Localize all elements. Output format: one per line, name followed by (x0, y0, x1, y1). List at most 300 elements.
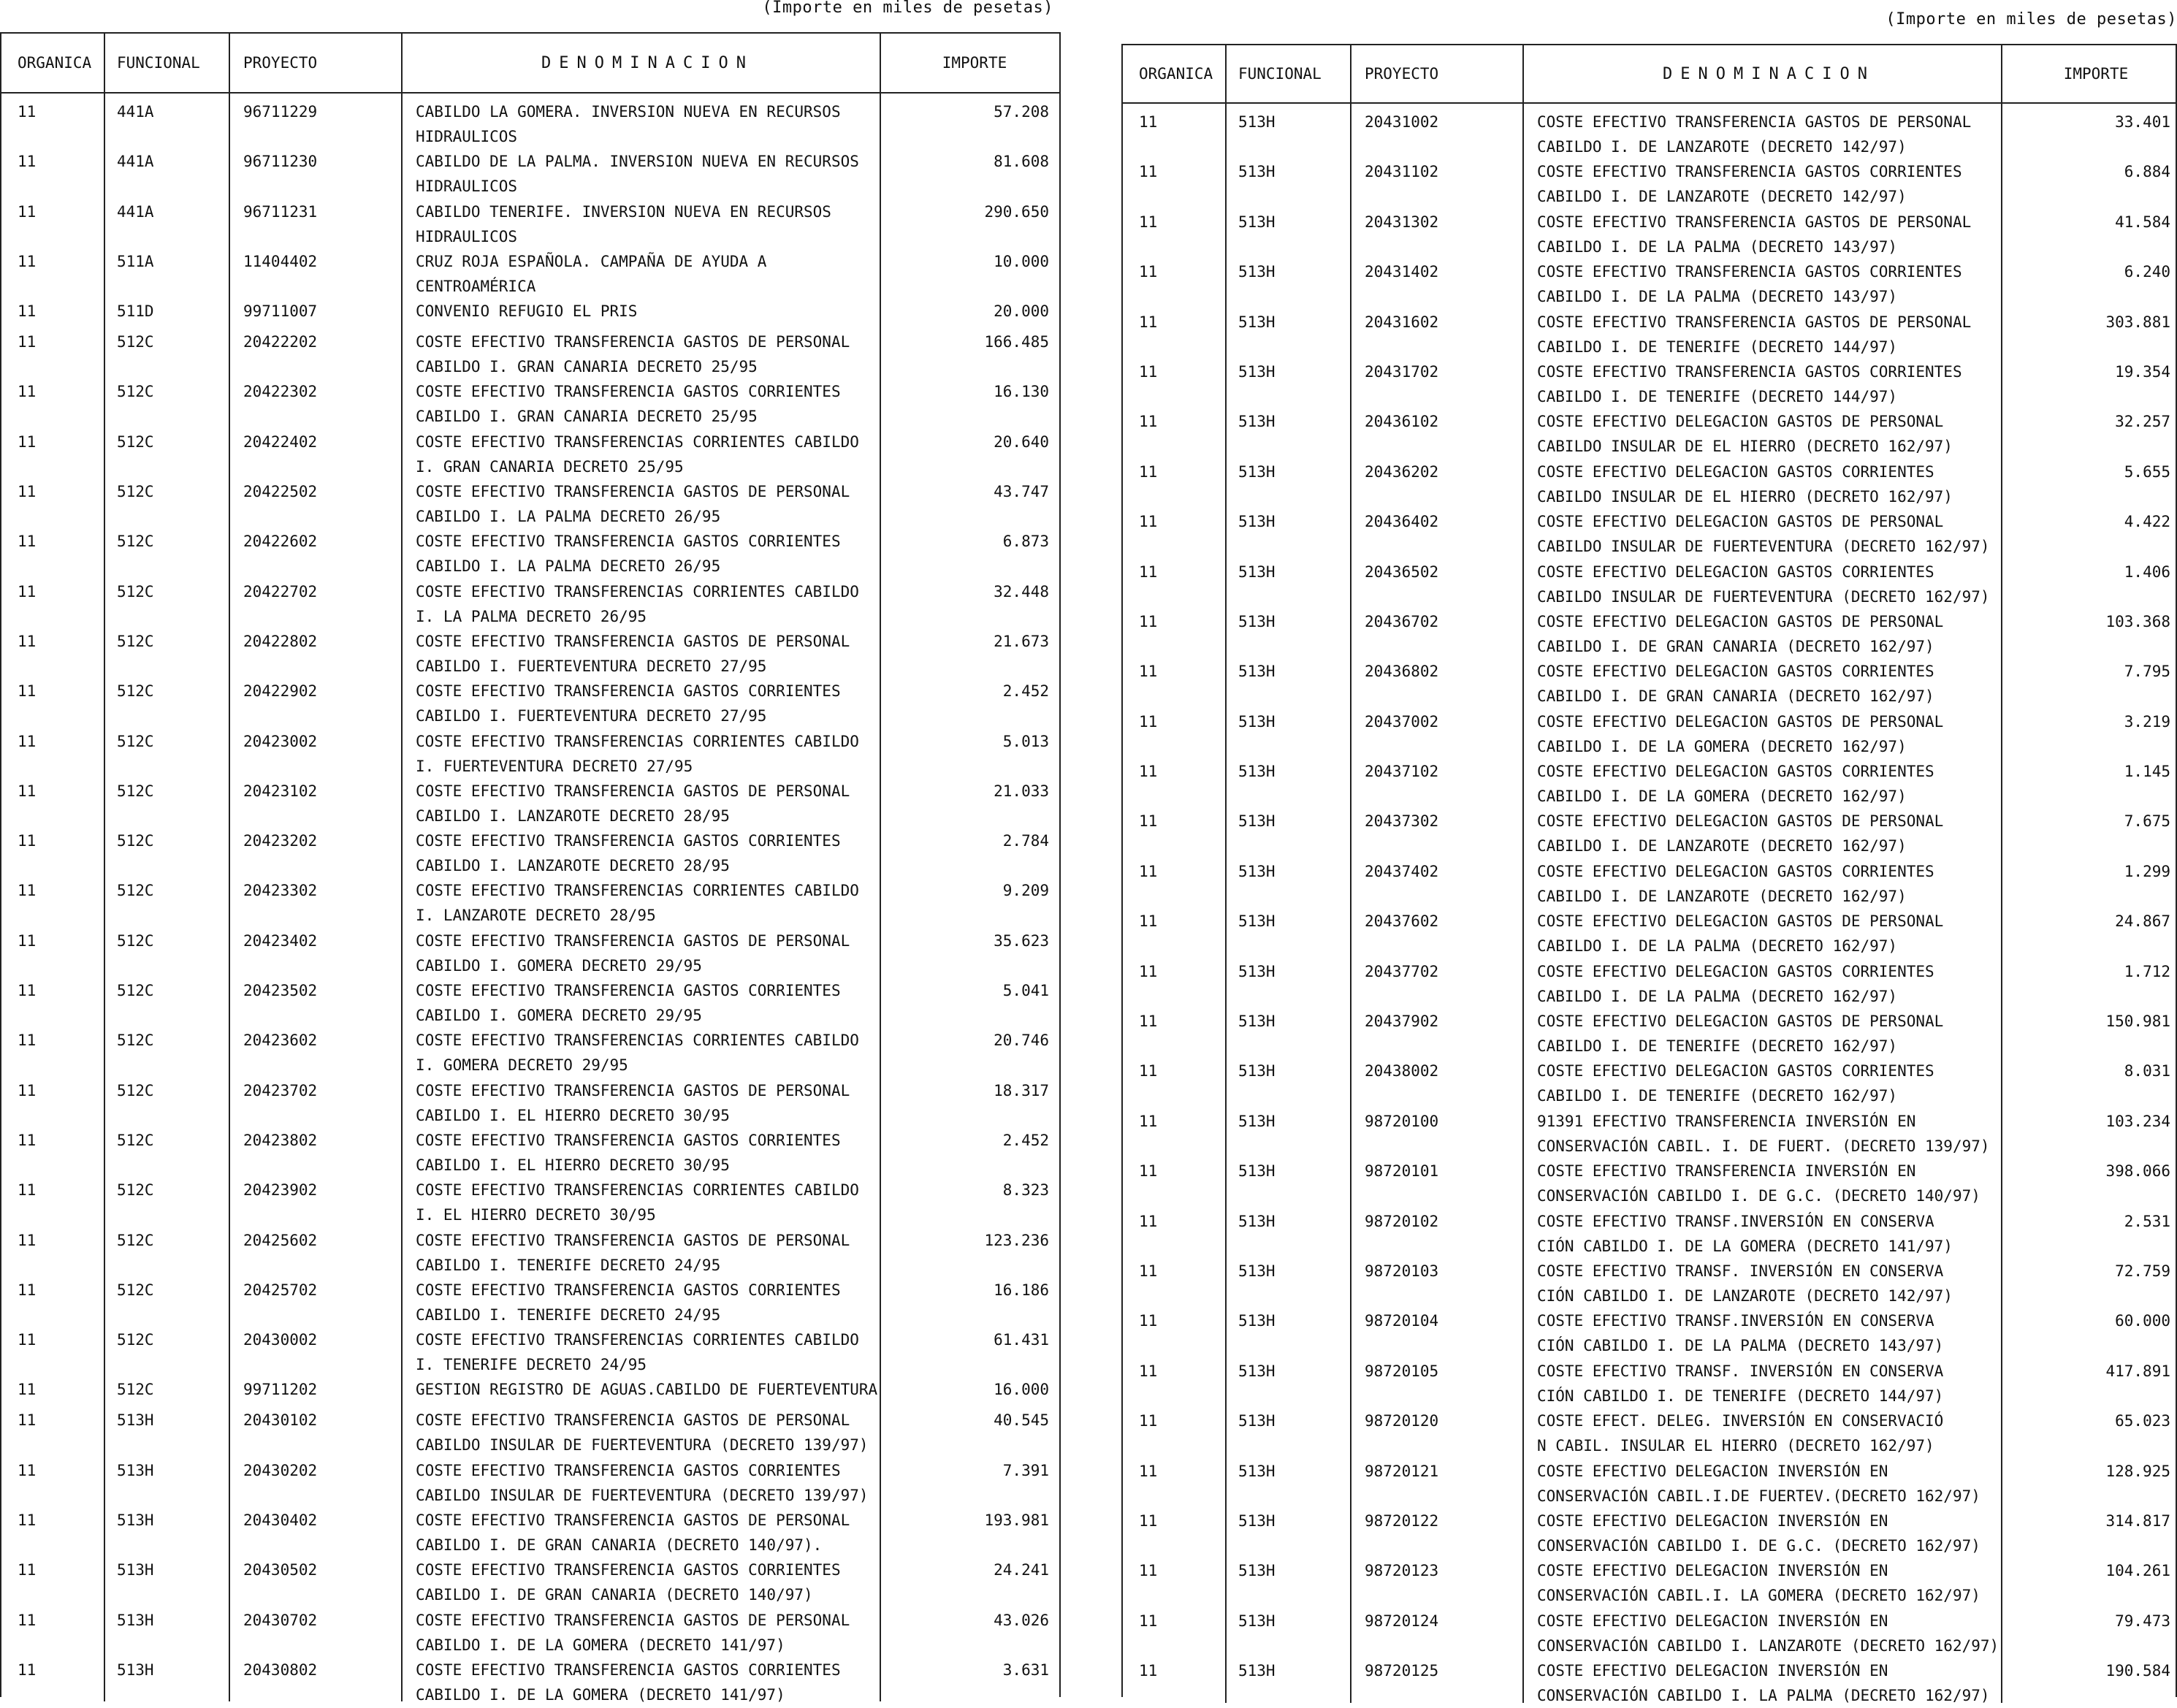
importe-cell: 103.368 (2001, 603, 2177, 653)
funcional-cell: 513H (1225, 304, 1350, 354)
organica-cell: 11 (1139, 912, 1158, 931)
importe-cell: 303.881 (2001, 304, 2177, 354)
table-row (1, 1322, 1059, 1374)
table-row (1123, 603, 2176, 653)
denominacion-cell: COSTE EFECTIVO DELEGACION GASTOS DE PERSONAL CABILDO I. DE LA PALMA (DECRETO 162/97) (1522, 903, 2001, 953)
denominacion-cell: COSTE EFECTIVO TRANSFERENCIA GASTOS DE PERSONAL CABILDO I. DE LANZAROTE (DECRETO 142/97) (1522, 104, 2001, 153)
table-row (1, 1022, 1059, 1075)
table-row (1123, 903, 2176, 956)
denominacion-cell: COSTE EFECTIVO TRANSFERENCIAS CORRIENTES CABILDO I. LANZAROTE DECRETO 28/95 (401, 872, 880, 922)
organica-cell: 11 (18, 1181, 37, 1200)
denominacion-cell: COSTE EFECTIVO DELEGACION INVERSIÓN EN CONSERVACIÓN CABILDO I. LA PALMA (DECRETO 162/97) (1522, 1652, 2001, 1702)
proyecto-cell: 20423302 (229, 872, 401, 922)
proyecto-cell: 98720100 (1350, 1103, 1522, 1153)
funcional-cell: 512C (104, 1322, 229, 1371)
denominacion-cell: COSTE EFECTIVO TRANSFERENCIA GASTOS DE PERSONAL CABILDO I. DE LA PALMA (DECRETO 143/97) (1522, 204, 2001, 253)
proyecto-cell: 98720125 (1350, 1652, 1522, 1702)
importe-cell: 1.712 (2001, 953, 2177, 1003)
funcional-cell: 513H (1225, 1652, 1350, 1702)
organica-cell: 11 (18, 1661, 37, 1679)
proyecto-cell: 96711229 (229, 94, 401, 143)
funcional-cell: 513H (1225, 204, 1350, 253)
importe-cell: 32.448 (880, 573, 1059, 623)
organica-cell: 11 (1139, 462, 1158, 481)
denominacion-cell: COSTE EFECTIVO TRANSFERENCIA GASTOS DE PERSONAL CABILDO I. TENERIFE DECRETO 24/95 (401, 1222, 880, 1272)
table-row (1, 94, 1059, 143)
table-row (1, 1652, 1059, 1704)
funcional-cell: 513H (1225, 1153, 1350, 1202)
denominacion-cell: CABILDO LA GOMERA. INVERSION NUEVA EN RECURSOS HIDRAULICOS (401, 94, 880, 143)
denominacion-cell: COSTE EFECTIVO TRANSF. INVERSIÓN EN CONSERVA CIÓN CABILDO I. DE LANZAROTE (DECRETO 142/97) (1522, 1253, 2001, 1303)
denominacion-cell: COSTE EFECTIVO TRANSFERENCIA GASTOS CORRIENTES CABILDO I. FUERTEVENTURA DECRETO 27/95 (401, 673, 880, 723)
importe-cell: 128.925 (2001, 1453, 2177, 1503)
organica-cell: 11 (1139, 362, 1158, 381)
proyecto-cell: 20422702 (229, 573, 401, 623)
denominacion-cell: COSTE EFECTIVO DELEGACION GASTOS DE PERSONAL CABILDO INSULAR DE FUERTEVENTURA (DECRETO 162/97) (1522, 503, 2001, 553)
table-row (1123, 354, 2176, 403)
proyecto-cell: 20438002 (1350, 1053, 1522, 1102)
denominacion-cell: COSTE EFECTIVO TRANSF.INVERSIÓN EN CONSERVA CIÓN CABILDO I. DE LA GOMERA (DECRETO 141/97) (1522, 1203, 2001, 1253)
table-row (1, 194, 1059, 243)
proyecto-cell: 99711202 (229, 1371, 401, 1402)
funcional-cell: 512C (104, 473, 229, 523)
importe-cell: 150.981 (2001, 1003, 2177, 1053)
denominacion-cell: COSTE EFECTIVO TRANSFERENCIA GASTOS CORRIENTES CABILDO I. LA PALMA DECRETO 26/95 (401, 523, 880, 573)
importe-cell: 6.240 (2001, 253, 2177, 303)
funcional-cell: 512C (104, 723, 229, 773)
denominacion-cell: COSTE EFECTIVO DELEGACION GASTOS CORRIENTES CABILDO I. DE TENERIFE (DECRETO 162/97) (1522, 1053, 2001, 1102)
funcional-cell: 512C (104, 1172, 229, 1221)
funcional-cell: 513H (1225, 153, 1350, 203)
funcional-cell: 513H (1225, 1552, 1350, 1602)
importe-cell: 57.208 (880, 94, 1059, 143)
organica-cell: 11 (18, 582, 37, 601)
funcional-cell: 512C (104, 773, 229, 823)
denominacion-cell: COSTE EFECTIVO TRANSFERENCIA GASTOS CORRIENTES CABILDO I. GRAN CANARIA DECRETO 25/95 (401, 373, 880, 423)
proyecto-cell: 20431102 (1350, 153, 1522, 203)
table-row (1123, 1103, 2176, 1153)
funcional-cell: 441A (104, 143, 229, 193)
denominacion-cell: COSTE EFECTIVO TRANSFERENCIA GASTOS CORRIENTES CABILDO I. DE TENERIFE (DECRETO 144/97) (1522, 354, 2001, 403)
proyecto-cell: 20430802 (229, 1652, 401, 1701)
denominacion-cell: COSTE EFECTIVO DELEGACION INVERSIÓN EN CONSERVACIÓN CABILDO I. DE G.C. (DECRETO 162/97) (1522, 1503, 2001, 1552)
denominacion-cell: COSTE EFECTIVO TRANSFERENCIA GASTOS DE PERSONAL CABILDO I. FUERTEVENTURA DECRETO 27/95 (401, 623, 880, 673)
proyecto-cell: 20423802 (229, 1122, 401, 1172)
denominacion-cell: CABILDO TENERIFE. INVERSION NUEVA EN RECURSOS HIDRAULICOS (401, 194, 880, 243)
denominacion-cell: COSTE EFECTIVO DELEGACION GASTOS CORRIENTES CABILDO I. DE LA GOMERA (DECRETO 162/97) (1522, 753, 2001, 803)
organica-cell: 11 (18, 1281, 37, 1299)
organica-cell: 11 (18, 1411, 37, 1430)
funcional-cell: 513H (1225, 853, 1350, 903)
denominacion-cell: COSTE EFECTIVO DELEGACION GASTOS CORRIENTES CABILDO I. DE LA PALMA (DECRETO 162/97) (1522, 953, 2001, 1003)
table-row (1123, 1153, 2176, 1205)
importe-cell: 20.746 (880, 1022, 1059, 1072)
denominacion-cell: COSTE EFECTIVO DELEGACION INVERSIÓN EN CONSERVACIÓN CABILDO I. LANZAROTE (DECRETO 162/97) (1522, 1603, 2001, 1652)
funcional-cell: 513H (1225, 1103, 1350, 1153)
denominacion-cell: COSTE EFECTIVO TRANSFERENCIAS CORRIENTES CABILDO I. EL HIERRO DECRETO 30/95 (401, 1172, 880, 1221)
importe-cell: 9.209 (880, 872, 1059, 922)
proyecto-cell: 20436802 (1350, 653, 1522, 703)
table-row (1123, 1603, 2176, 1655)
importe-cell: 103.234 (2001, 1103, 2177, 1153)
funcional-cell: 513H (1225, 704, 1350, 753)
importe-cell: 3.219 (2001, 704, 2177, 753)
funcional-cell: 513H (1225, 803, 1350, 853)
funcional-cell: 513H (1225, 1203, 1350, 1253)
organica-cell: 11 (1139, 1312, 1158, 1330)
funcional-cell: 512C (104, 623, 229, 673)
denominacion-cell: COSTE EFECTIVO DELEGACION GASTOS DE PERSONAL CABILDO I. DE LANZAROTE (DECRETO 162/97) (1522, 803, 2001, 853)
importe-cell: 398.066 (2001, 1153, 2177, 1202)
funcional-cell: 513H (1225, 1453, 1350, 1503)
proyecto-cell: 20431002 (1350, 104, 1522, 153)
organica-cell: 11 (1139, 763, 1158, 781)
funcional-cell: 513H (104, 1602, 229, 1652)
importe-cell: 2.531 (2001, 1203, 2177, 1253)
proyecto-cell: 11404402 (229, 243, 401, 293)
importe-cell: 290.650 (880, 194, 1059, 243)
denominacion-cell: COSTE EFECTIVO TRANSFERENCIAS CORRIENTES CABILDO I. FUERTEVENTURA DECRETO 27/95 (401, 723, 880, 773)
table-row (1123, 704, 2176, 753)
importe-cell: 3.631 (880, 1652, 1059, 1701)
funcional-cell: 513H (104, 1552, 229, 1601)
importe-cell: 1.406 (2001, 554, 2177, 603)
funcional-cell: 513H (1225, 953, 1350, 1003)
organica-cell: 11 (1139, 812, 1158, 831)
organica-cell: 11 (1139, 612, 1158, 630)
table-row (1123, 1503, 2176, 1555)
funcional-cell: 441A (104, 194, 229, 243)
proyecto-cell: 20423002 (229, 723, 401, 773)
table-row (1123, 1552, 2176, 1605)
importe-cell: 5.041 (880, 972, 1059, 1022)
units-note: (Importe en miles de pesetas) (1886, 10, 2177, 28)
table-row (1123, 153, 2176, 206)
funcional-cell: 513H (1225, 454, 1350, 503)
table-row (1123, 653, 2176, 706)
denominacion-cell: COSTE EFECT. DELEG. INVERSIÓN EN CONSERVACIÓ N CABIL. INSULAR EL HIERRO (DECRETO 162/97) (1522, 1403, 2001, 1452)
funcional-cell: 513H (1225, 753, 1350, 803)
header-importe: IMPORTE (880, 34, 1059, 92)
importe-cell: 10.000 (880, 243, 1059, 293)
denominacion-cell: COSTE EFECTIVO TRANSFERENCIA GASTOS CORRIENTES CABILDO I. EL HIERRO DECRETO 30/95 (401, 1122, 880, 1172)
proyecto-cell: 20437402 (1350, 853, 1522, 903)
denominacion-cell: COSTE EFECTIVO TRANSFERENCIA GASTOS DE PERSONAL CABILDO I. DE GRAN CANARIA (DECRETO 140/97). (401, 1502, 880, 1552)
proyecto-cell: 98720104 (1350, 1303, 1522, 1352)
funcional-cell: 512C (104, 1072, 229, 1122)
denominacion-cell: COSTE EFECTIVO TRANSFERENCIA INVERSIÓN EN CONSERVACIÓN CABILDO I. DE G.C. (DECRETO 140/97) (1522, 1153, 2001, 1202)
table-row (1, 473, 1059, 526)
funcional-cell: 513H (104, 1452, 229, 1502)
proyecto-cell: 20423502 (229, 972, 401, 1022)
header-denominacion: DENOMINACION (1522, 45, 2001, 102)
denominacion-cell: CONVENIO REFUGIO EL PRIS (401, 293, 880, 324)
proyecto-cell: 20422502 (229, 473, 401, 523)
funcional-cell: 513H (1225, 1503, 1350, 1552)
organica-cell: 11 (18, 103, 37, 121)
funcional-cell: 513H (104, 1652, 229, 1701)
organica-cell: 11 (1139, 1412, 1158, 1430)
organica-cell: 11 (18, 782, 37, 800)
table-row (1, 1602, 1059, 1652)
organica-cell: 11 (1139, 213, 1158, 231)
importe-cell: 166.485 (880, 324, 1059, 373)
proyecto-cell: 20436702 (1350, 603, 1522, 653)
denominacion-cell: COSTE EFECTIVO TRANSFERENCIA GASTOS CORRIENTES CABILDO I. DE LA PALMA (DECRETO 143/97) (1522, 253, 2001, 303)
funcional-cell: 513H (1225, 354, 1350, 403)
denominacion-cell: CABILDO DE LA PALMA. INVERSION NUEVA EN RECURSOS HIDRAULICOS (401, 143, 880, 193)
proyecto-cell: 20437002 (1350, 704, 1522, 753)
organica-cell: 11 (1139, 513, 1158, 531)
denominacion-cell: COSTE EFECTIVO TRANSFERENCIA GASTOS CORRIENTES CABILDO I. TENERIFE DECRETO 24/95 (401, 1272, 880, 1322)
proyecto-cell: 20422202 (229, 324, 401, 373)
header-funcional: FUNCIONAL (104, 34, 229, 92)
proyecto-cell: 20430102 (229, 1402, 401, 1452)
importe-cell: 35.623 (880, 923, 1059, 972)
funcional-cell: 512C (104, 872, 229, 922)
header-organica: ORGANICA (18, 54, 92, 72)
table-row (1, 1371, 1059, 1402)
organica-cell: 11 (1139, 1612, 1158, 1630)
funcional-cell: 513H (1225, 603, 1350, 653)
organica-cell: 11 (18, 632, 37, 650)
proyecto-cell: 20423702 (229, 1072, 401, 1122)
table-row (1123, 554, 2176, 606)
organica-cell: 11 (1139, 1212, 1158, 1230)
importe-cell: 7.391 (880, 1452, 1059, 1502)
organica-cell: 11 (18, 832, 37, 850)
proyecto-cell: 20422802 (229, 623, 401, 673)
proyecto-cell: 20431702 (1350, 354, 1522, 403)
denominacion-cell: COSTE EFECTIVO TRANSFERENCIA GASTOS CORRIENTES CABILDO I. LANZAROTE DECRETO 28/95 (401, 823, 880, 872)
organica-cell: 11 (1139, 1062, 1158, 1080)
proyecto-cell: 98720121 (1350, 1453, 1522, 1503)
importe-cell: 314.817 (2001, 1503, 2177, 1552)
denominacion-cell: CRUZ ROJA ESPAÑOLA. CAMPAÑA DE AYUDA A CENTROAMÉRICA (401, 243, 880, 293)
importe-cell: 43.747 (880, 473, 1059, 523)
importe-cell: 32.257 (2001, 403, 2177, 453)
organica-cell: 11 (18, 931, 37, 950)
organica-cell: 11 (1139, 1162, 1158, 1181)
proyecto-cell: 98720103 (1350, 1253, 1522, 1303)
table-row (1, 1122, 1059, 1172)
proyecto-cell: 20437902 (1350, 1003, 1522, 1053)
funcional-cell: 513H (1225, 1603, 1350, 1652)
importe-cell: 81.608 (880, 143, 1059, 193)
table-row (1, 623, 1059, 673)
denominacion-cell: COSTE EFECTIVO TRANSFERENCIA GASTOS DE PERSONAL CABILDO I. DE TENERIFE (DECRETO 144/97) (1522, 304, 2001, 354)
importe-cell: 104.261 (2001, 1552, 2177, 1602)
table-row (1123, 1652, 2176, 1705)
table-row (1, 1502, 1059, 1555)
funcional-cell: 513H (1225, 903, 1350, 953)
proyecto-cell: 98720124 (1350, 1603, 1522, 1652)
table-row (1, 1222, 1059, 1272)
denominacion-cell: COSTE EFECTIVO DELEGACION GASTOS DE PERSONAL CABILDO I. DE LA GOMERA (DECRETO 162/97) (1522, 704, 2001, 753)
table-row (1123, 1253, 2176, 1303)
proyecto-cell: 20436202 (1350, 454, 1522, 503)
funcional-cell: 511D (104, 293, 229, 324)
proyecto-cell: 20425602 (229, 1222, 401, 1272)
header-organica: ORGANICA (1139, 65, 1213, 83)
table-row (1, 673, 1059, 723)
proyecto-cell: 20425702 (229, 1272, 401, 1322)
budget-table-left (0, 32, 1061, 1704)
table-row (1, 523, 1059, 576)
table-row (1123, 104, 2176, 156)
denominacion-cell: COSTE EFECTIVO DELEGACION GASTOS CORRIENTES CABILDO INSULAR DE EL HIERRO (DECRETO 162/97) (1522, 454, 2001, 503)
organica-cell: 11 (1139, 1013, 1158, 1031)
funcional-cell: 513H (104, 1502, 229, 1552)
importe-cell: 123.236 (880, 1222, 1059, 1272)
proyecto-cell: 20430702 (229, 1602, 401, 1652)
table-row (1123, 1403, 2176, 1455)
table-row (1, 1452, 1059, 1502)
table-row (1, 923, 1059, 975)
denominacion-cell: COSTE EFECTIVO TRANSFERENCIA GASTOS DE PERSONAL CABILDO I. LANZAROTE DECRETO 28/95 (401, 773, 880, 823)
denominacion-cell: COSTE EFECTIVO TRANSFERENCIA GASTOS DE PERSONAL CABILDO I. GOMERA DECRETO 29/95 (401, 923, 880, 972)
organica-cell: 11 (18, 432, 37, 451)
denominacion-cell: COSTE EFECTIVO TRANSFERENCIAS CORRIENTES CABILDO I. TENERIFE DECRETO 24/95 (401, 1322, 880, 1371)
organica-cell: 11 (1139, 663, 1158, 681)
organica-cell: 11 (18, 1461, 37, 1479)
importe-cell: 21.673 (880, 623, 1059, 673)
table-row (1123, 1453, 2176, 1503)
denominacion-cell: GESTION REGISTRO DE AGUAS.CABILDO DE FUERTEVENTURA (401, 1371, 880, 1402)
organica-cell: 11 (1139, 1362, 1158, 1380)
proyecto-cell: 20423902 (229, 1172, 401, 1221)
funcional-cell: 511A (104, 243, 229, 293)
importe-cell: 79.473 (2001, 1603, 2177, 1652)
denominacion-cell: COSTE EFECTIVO TRANSFERENCIA GASTOS CORRIENTES CABILDO I. DE LANZAROTE (DECRETO 142/97) (1522, 153, 2001, 203)
denominacion-cell: COSTE EFECTIVO DELEGACION GASTOS DE PERSONAL CABILDO I. DE TENERIFE (DECRETO 162/97) (1522, 1003, 2001, 1053)
funcional-cell: 512C (104, 1272, 229, 1322)
organica-cell: 11 (18, 483, 37, 501)
table-row (1123, 953, 2176, 1003)
organica-cell: 11 (18, 153, 37, 171)
denominacion-cell: COSTE EFECTIVO TRANSFERENCIA GASTOS DE PERSONAL CABILDO I. GRAN CANARIA DECRETO 25/95 (401, 324, 880, 373)
funcional-cell: 513H (1225, 253, 1350, 303)
importe-cell: 5.013 (880, 723, 1059, 773)
organica-cell: 11 (18, 383, 37, 401)
organica-cell: 11 (18, 732, 37, 750)
importe-cell: 7.795 (2001, 653, 2177, 703)
funcional-cell: 513H (104, 1402, 229, 1452)
importe-cell: 24.241 (880, 1552, 1059, 1601)
organica-cell: 11 (1139, 413, 1158, 431)
funcional-cell: 513H (1225, 1253, 1350, 1303)
funcional-cell: 512C (104, 324, 229, 373)
table-row (1123, 1303, 2176, 1355)
organica-cell: 11 (1139, 1112, 1158, 1130)
denominacion-cell: COSTE EFECTIVO TRANSF.INVERSIÓN EN CONSERVA CIÓN CABILDO I. DE LA PALMA (DECRETO 143/97) (1522, 1303, 2001, 1352)
table-row (1, 324, 1059, 376)
proyecto-cell: 20422902 (229, 673, 401, 723)
importe-cell: 61.431 (880, 1322, 1059, 1371)
importe-cell: 4.422 (2001, 503, 2177, 553)
importe-cell: 16.000 (880, 1371, 1059, 1402)
funcional-cell: 512C (104, 573, 229, 623)
importe-cell: 40.545 (880, 1402, 1059, 1452)
organica-cell: 11 (1139, 263, 1158, 281)
organica-cell: 11 (18, 333, 37, 351)
importe-cell: 8.323 (880, 1172, 1059, 1221)
funcional-cell: 513H (1225, 1003, 1350, 1053)
funcional-cell: 513H (1225, 653, 1350, 703)
organica-cell: 11 (18, 982, 37, 1000)
table-row (1123, 753, 2176, 806)
denominacion-cell: COSTE EFECTIVO TRANSFERENCIA GASTOS CORRIENTES CABILDO I. DE LA GOMERA (DECRETO 141/97) (401, 1652, 880, 1701)
table-row (1123, 503, 2176, 556)
proyecto-cell: 20431602 (1350, 304, 1522, 354)
proyecto-cell: 20437302 (1350, 803, 1522, 853)
units-note: (Importe en miles de pesetas) (762, 0, 1053, 17)
importe-cell: 1.145 (2001, 753, 2177, 803)
table-row (1, 823, 1059, 875)
table-row (1, 293, 1059, 324)
importe-cell: 2.452 (880, 1122, 1059, 1172)
denominacion-cell: COSTE EFECTIVO TRANSFERENCIA GASTOS DE PERSONAL CABILDO I. EL HIERRO DECRETO 30/95 (401, 1072, 880, 1122)
proyecto-cell: 98720122 (1350, 1503, 1522, 1552)
organica-cell: 11 (1139, 712, 1158, 731)
funcional-cell: 441A (104, 94, 229, 143)
organica-cell: 11 (18, 1611, 37, 1629)
proyecto-cell: 20430202 (229, 1452, 401, 1502)
denominacion-cell: COSTE EFECTIVO TRANSFERENCIA GASTOS CORRIENTES CABILDO I. GOMERA DECRETO 29/95 (401, 972, 880, 1022)
table-row (1123, 803, 2176, 853)
table-row (1, 1272, 1059, 1322)
table-header (1123, 44, 2176, 104)
importe-cell: 19.354 (2001, 354, 2177, 403)
denominacion-cell: COSTE EFECTIVO TRANSFERENCIA GASTOS DE PERSONAL CABILDO I. DE LA GOMERA (DECRETO 141/97) (401, 1602, 880, 1652)
table-row (1, 424, 1059, 476)
organica-cell: 11 (1139, 163, 1158, 181)
proyecto-cell: 98720101 (1350, 1153, 1522, 1202)
funcional-cell: 512C (104, 523, 229, 573)
organica-cell: 11 (1139, 962, 1158, 980)
organica-cell: 11 (1139, 1462, 1158, 1480)
table-row (1123, 853, 2176, 903)
proyecto-cell: 20437702 (1350, 953, 1522, 1003)
header-proyecto: PROYECTO (1350, 45, 1522, 102)
importe-cell: 6.884 (2001, 153, 2177, 203)
table-row (1123, 204, 2176, 256)
table-header (1, 32, 1059, 94)
table-row (1, 573, 1059, 623)
table-row (1123, 1353, 2176, 1403)
proyecto-cell: 20437602 (1350, 903, 1522, 953)
header-denominacion: DENOMINACION (401, 34, 880, 92)
proyecto-cell: 20423602 (229, 1022, 401, 1072)
organica-cell: 11 (1139, 862, 1158, 880)
proyecto-cell: 20431402 (1350, 253, 1522, 303)
importe-cell: 6.873 (880, 523, 1059, 573)
organica-cell: 11 (18, 252, 37, 270)
proyecto-cell: 98720123 (1350, 1552, 1522, 1602)
funcional-cell: 513H (1225, 403, 1350, 453)
importe-cell: 41.584 (2001, 204, 2177, 253)
proyecto-cell: 20437102 (1350, 753, 1522, 803)
proyecto-cell: 20422302 (229, 373, 401, 423)
organica-cell: 11 (1139, 113, 1158, 131)
denominacion-cell: COSTE EFECTIVO DELEGACION INVERSIÓN EN CONSERVACIÓN CABIL.I.DE FUERTEV.(DECRETO 162/97) (1522, 1453, 2001, 1503)
proyecto-cell: 20423102 (229, 773, 401, 823)
denominacion-cell: COSTE EFECTIVO DELEGACION INVERSIÓN EN CONSERVACIÓN CABIL.I. LA GOMERA (DECRETO 162/97) (1522, 1552, 2001, 1602)
importe-cell: 65.023 (2001, 1403, 2177, 1452)
table-row (1, 1172, 1059, 1224)
proyecto-cell: 20422402 (229, 424, 401, 473)
organica-cell: 11 (18, 1032, 37, 1050)
